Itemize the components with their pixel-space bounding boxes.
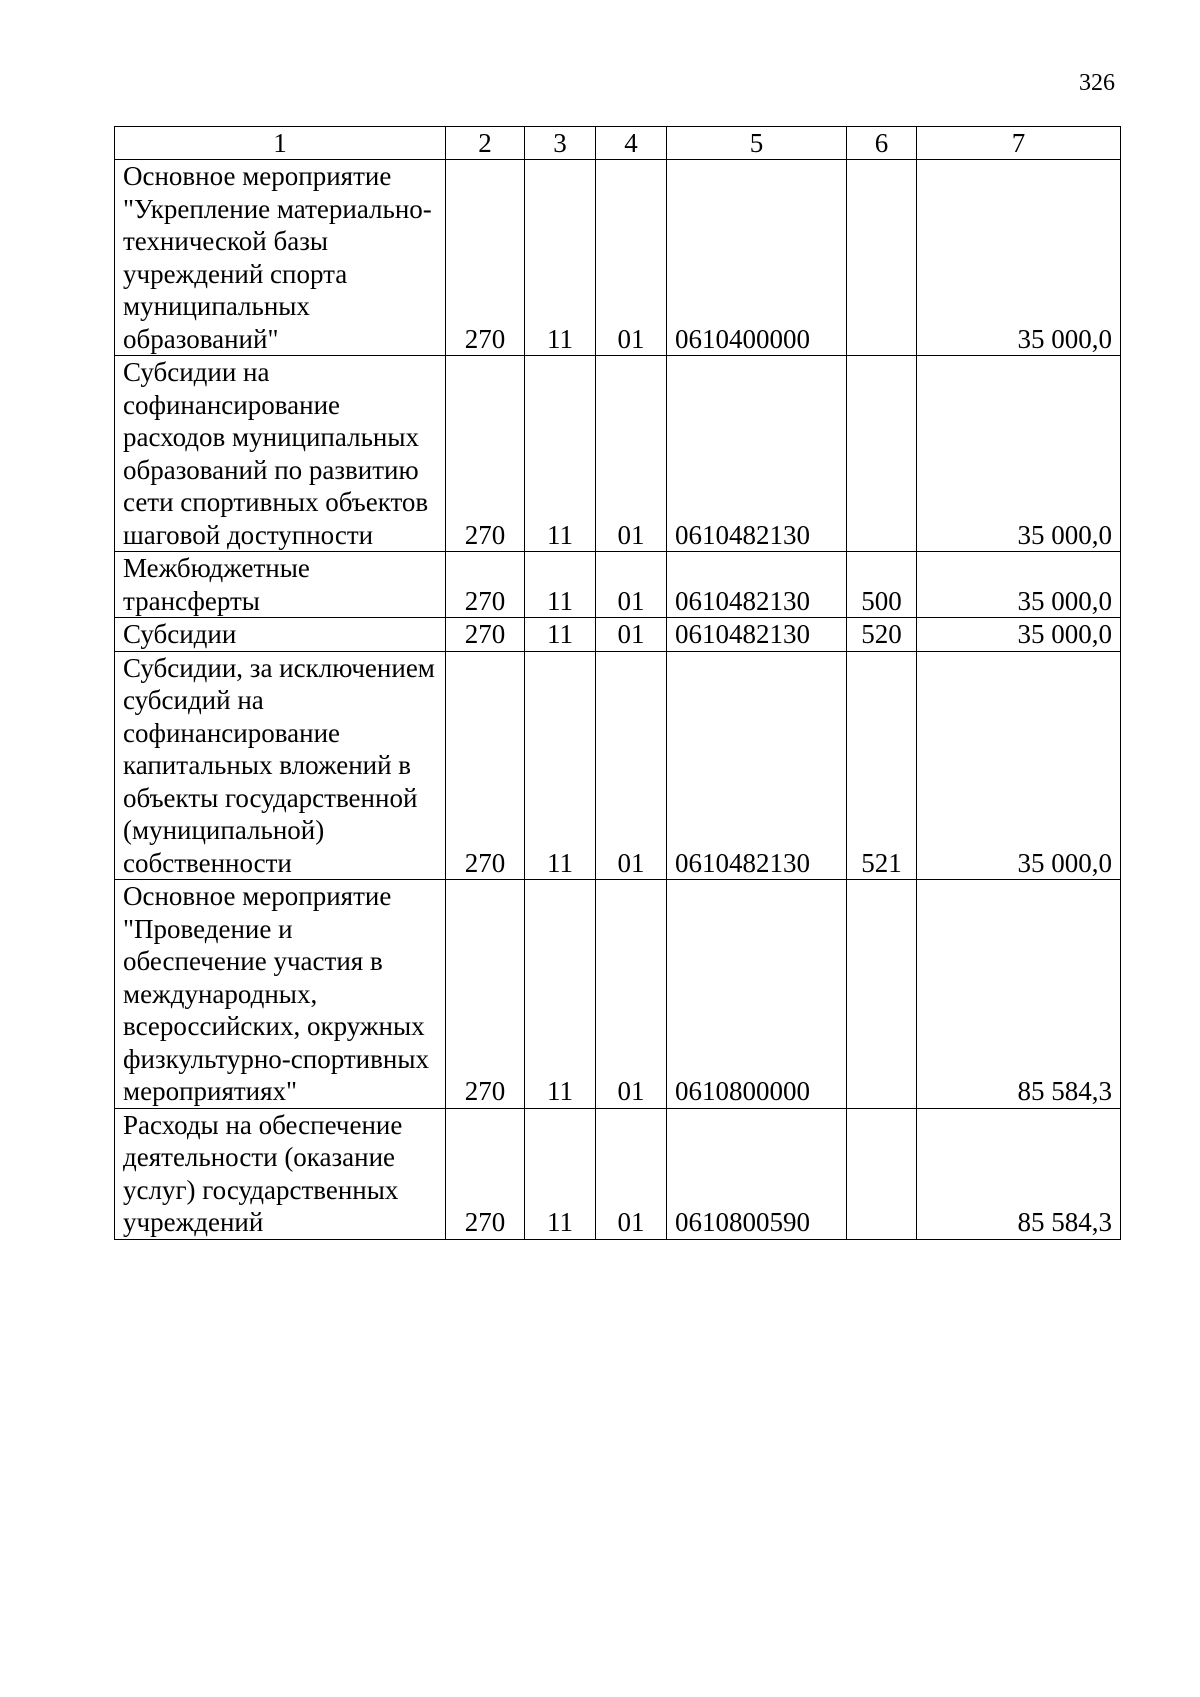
row-expense-type <box>847 160 917 356</box>
row-section: 11 <box>525 880 596 1109</box>
row-section: 11 <box>525 1108 596 1239</box>
row-subsection: 01 <box>596 356 667 552</box>
row-target-article: 0610482130 <box>667 651 847 880</box>
row-ministry-code: 270 <box>446 552 525 618</box>
row-name: Межбюджетные трансферты <box>115 552 446 618</box>
row-expense-type <box>847 880 917 1109</box>
header-col-7: 7 <box>917 127 1121 160</box>
table-row <box>115 651 1121 880</box>
row-amount: 35 000,0 <box>917 356 1121 552</box>
row-target-article: 0610800590 <box>667 1108 847 1239</box>
row-ministry-code: 270 <box>446 618 525 652</box>
row-target-article: 0610482130 <box>667 552 847 618</box>
row-name: Расходы на обеспечение деятельности (оказание услуг) государственных учреждений <box>115 1108 446 1239</box>
row-target-article: 0610800000 <box>667 880 847 1109</box>
header-col-4: 4 <box>596 127 667 160</box>
header-col-6: 6 <box>847 127 917 160</box>
row-section: 11 <box>525 618 596 652</box>
row-section: 11 <box>525 651 596 880</box>
row-amount: 85 584,3 <box>917 880 1121 1109</box>
row-name: Основное мероприятие "Укрепление материально-технической базы учреждений спорта муниципальных образований" <box>115 160 446 356</box>
row-expense-type: 500 <box>847 552 917 618</box>
row-target-article: 0610400000 <box>667 160 847 356</box>
row-target-article: 0610482130 <box>667 618 847 652</box>
header-col-3: 3 <box>525 127 596 160</box>
row-expense-type <box>847 1108 917 1239</box>
row-expense-type: 521 <box>847 651 917 880</box>
row-ministry-code: 270 <box>446 880 525 1109</box>
header-row <box>115 127 1121 160</box>
row-expense-type: 520 <box>847 618 917 652</box>
table-row <box>115 618 1121 652</box>
row-amount: 35 000,0 <box>917 651 1121 880</box>
row-ministry-code: 270 <box>446 1108 525 1239</box>
table-row <box>115 1108 1121 1239</box>
header-col-5: 5 <box>667 127 847 160</box>
row-subsection: 01 <box>596 651 667 880</box>
row-subsection: 01 <box>596 880 667 1109</box>
row-name: Основное мероприятие "Проведение и обеспечение участия в международных, всероссийских, окружных физкультурно-спортивных мероприятиях" <box>115 880 446 1109</box>
row-ministry-code: 270 <box>446 651 525 880</box>
row-section: 11 <box>525 356 596 552</box>
row-target-article: 0610482130 <box>667 356 847 552</box>
header-col-2: 2 <box>446 127 525 160</box>
row-amount: 35 000,0 <box>917 552 1121 618</box>
row-amount: 35 000,0 <box>917 160 1121 356</box>
row-subsection: 01 <box>596 618 667 652</box>
row-subsection: 01 <box>596 552 667 618</box>
row-amount: 85 584,3 <box>917 1108 1121 1239</box>
row-ministry-code: 270 <box>446 160 525 356</box>
row-name: Субсидии, за исключением субсидий на софинансирование капитальных вложений в объекты государственной (муниципальной) собственности <box>115 651 446 880</box>
row-ministry-code: 270 <box>446 356 525 552</box>
table-row <box>115 160 1121 356</box>
row-name: Субсидии на софинансирование расходов муниципальных образований по развитию сети спортивных объектов шаговой доступности <box>115 356 446 552</box>
row-subsection: 01 <box>596 160 667 356</box>
header-col-1: 1 <box>115 127 446 160</box>
row-expense-type <box>847 356 917 552</box>
row-name: Субсидии <box>115 618 446 652</box>
table-row <box>115 552 1121 618</box>
budget-table <box>114 126 1121 1240</box>
row-section: 11 <box>525 552 596 618</box>
page-number: 326 <box>1079 70 1115 96</box>
row-subsection: 01 <box>596 1108 667 1239</box>
table-row <box>115 356 1121 552</box>
row-section: 11 <box>525 160 596 356</box>
row-amount: 35 000,0 <box>917 618 1121 652</box>
table-row <box>115 880 1121 1109</box>
